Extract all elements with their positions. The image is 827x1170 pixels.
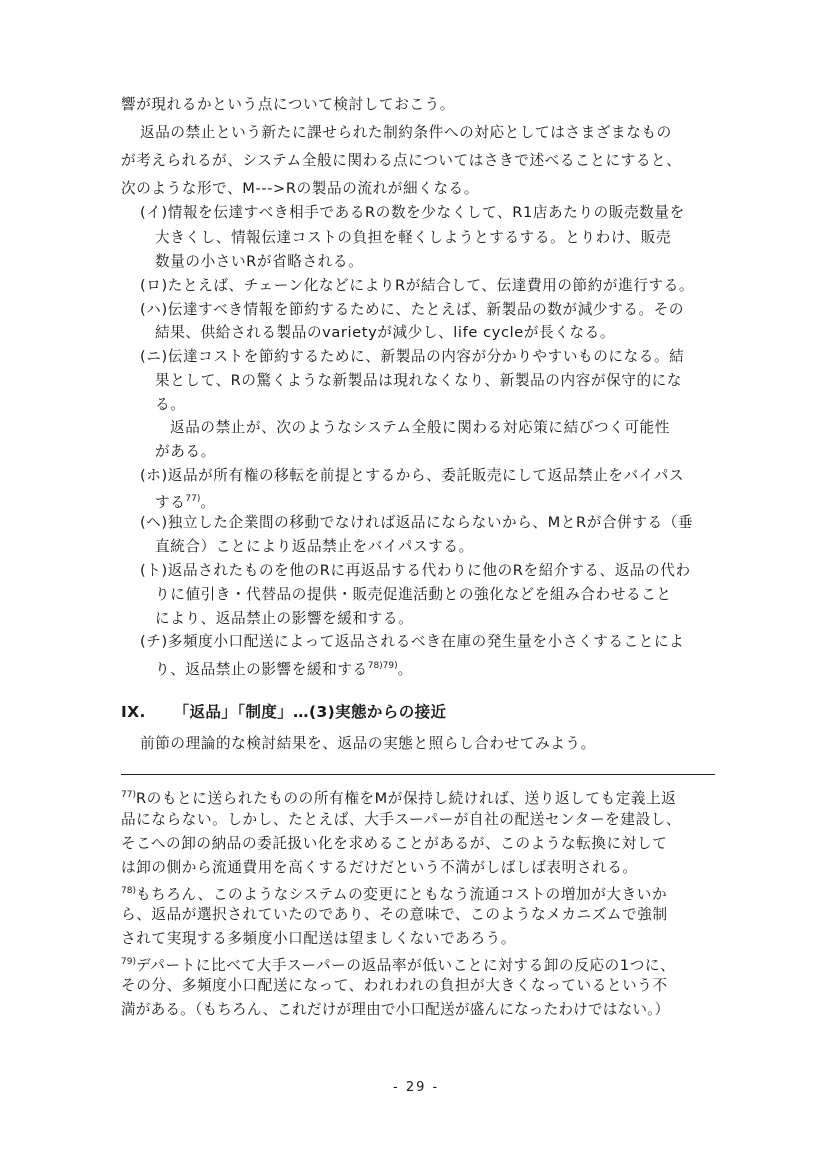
section-number: IX. xyxy=(121,703,146,721)
footnote-79-line-2: その分、多頻度小口配送になって、われわれの負担が大きくなっているという不 xyxy=(121,977,668,994)
body-line-13: る。 xyxy=(155,396,186,413)
body-line-23: (チ)多頻度小口配送によって返品されるべき在庫の発生量を小さくすることによ xyxy=(140,633,685,650)
body-line-3: が考えられるが、システム全般に関わる点についてはさきで述べることにすると、 xyxy=(121,152,682,169)
footnote-79-line-3: 満がある。（もちろん、これだけが理由で小口配送が盛んになったわけではない。） xyxy=(121,1001,670,1018)
body-line-6: 大きくし、情報伝達コストの負担を軽くしようとするする。とりわけ、販売 xyxy=(155,229,672,246)
body-line-22: により、返品禁止の影響を緩和する。 xyxy=(155,610,414,627)
footnote-78-line-3: されて実現する多頻度小口配送は望ましくないであろう。 xyxy=(121,930,517,947)
body-line-17 xyxy=(155,489,216,513)
body-line-14: 返品の禁止が、次のようなシステム全般に関わる対応策に結びつく可能性 xyxy=(170,419,670,436)
footnote-77-line-4: は卸の側から流通費用を高くするだけだという不満がしばしば表明される。 xyxy=(121,859,638,876)
body-line-9: (ハ)伝達すべき情報を節約するために、たとえば、新製品の数が減少する。その xyxy=(140,301,685,318)
footnote-79-mark: 79) xyxy=(121,957,136,967)
footnote-ref-77: 77) xyxy=(185,494,201,504)
body-line-15: がある。 xyxy=(155,443,216,460)
section-heading xyxy=(121,700,446,722)
body-line-24-text: り、返品禁止の影響を緩和する xyxy=(155,660,368,678)
body-line-24 xyxy=(155,656,413,680)
body-line-20: (ト)返品されたものを他のRに再返品する代わりに他のRを紹介する、返品の代わ xyxy=(140,562,691,579)
body-line-12: 果として、Rの驚くような新製品は現れなくなり、新製品の内容が保守的にな xyxy=(155,372,683,389)
footnote-78-text-1: もちろん、このようなシステムの変更にともなう流通コストの増加が大きいか xyxy=(135,885,668,903)
footnote-79-line-1 xyxy=(121,952,675,976)
body-line-24-period: 。 xyxy=(397,660,413,678)
footnote-ref-78-79: 78)79) xyxy=(367,661,398,671)
body-line-8: (ロ)たとえば、チェーン化などによりRが結合して、伝達費用の節約が進行する。 xyxy=(140,277,695,294)
body-line-2: 返品の禁止という新たに課せられた制約条件への対応としてはさまざまなもの xyxy=(140,124,672,141)
footnote-78-line-1 xyxy=(121,881,667,905)
footnote-78-line-2: ら、返品が選択されていたのであり、その意味で、このようなメカニズムで強制 xyxy=(121,906,668,923)
body-line-10: 結果、供給される製品のvarietyが減少し、life cycleが長くなる。 xyxy=(155,324,616,341)
body-line-17-period: 。 xyxy=(200,493,216,511)
footnote-77-line-1 xyxy=(121,785,677,809)
body-line-5: (イ)情報を伝達すべき相手であるRの数を少なくして、R1店あたりの販売数量を xyxy=(140,204,685,221)
body-line-16: (ホ)返品が所有権の移転を前提とするから、委託販売にして返品禁止をバイパス xyxy=(140,467,685,484)
footnote-79-text-1: デパートに比べて大手スーパーの返品率が低いことに対する卸の反応の1つに、 xyxy=(135,956,676,974)
body-line-21: りに値引き・代替品の提供・販売促進活動との強化などを組み合わせること xyxy=(155,586,672,603)
body-line-1: 響が現れるかという点について検討しておこう。 xyxy=(121,96,455,113)
footnote-78-mark: 78) xyxy=(121,886,136,896)
section-intro: 前節の理論的な検討結果を、返品の実態と照らし合わせてみよう。 xyxy=(140,735,596,752)
body-line-11: (ニ)伝達コストを節約するために、新製品の内容が分かりやすいものになる。結 xyxy=(140,348,685,365)
footnote-77-line-2: 品にならない。しかし、たとえば、大手スーパーが自社の配送センターを建設し、 xyxy=(121,811,682,828)
body-line-19: 直統合）ことにより返品禁止をバイパスする。 xyxy=(155,538,474,555)
body-line-17-text: する xyxy=(155,493,186,511)
body-line-18: (ヘ)独立した企業間の移動でなければ返品にならないから、MとRが合併する（垂 xyxy=(140,514,694,531)
footnote-77-line-3: そこへの卸の納品の委託扱い化を求めることがあるが、このような転換に対して xyxy=(121,835,668,852)
footnote-77-mark: 77) xyxy=(121,790,136,800)
footnote-77-text-1: Rのもとに送られたものの所有権をMが保持し続ければ、送り返しても定義上返 xyxy=(135,789,677,807)
footnote-separator xyxy=(121,774,715,775)
body-line-7: 数量の小さいRが省略される。 xyxy=(155,253,364,270)
body-line-4: 次のような形で、M--->Rの製品の流れが細くなる。 xyxy=(121,180,479,197)
page-number: - 29 - xyxy=(393,1080,440,1095)
section-title: 「返品」「制度」…(3)実態からの接近 xyxy=(173,703,447,721)
